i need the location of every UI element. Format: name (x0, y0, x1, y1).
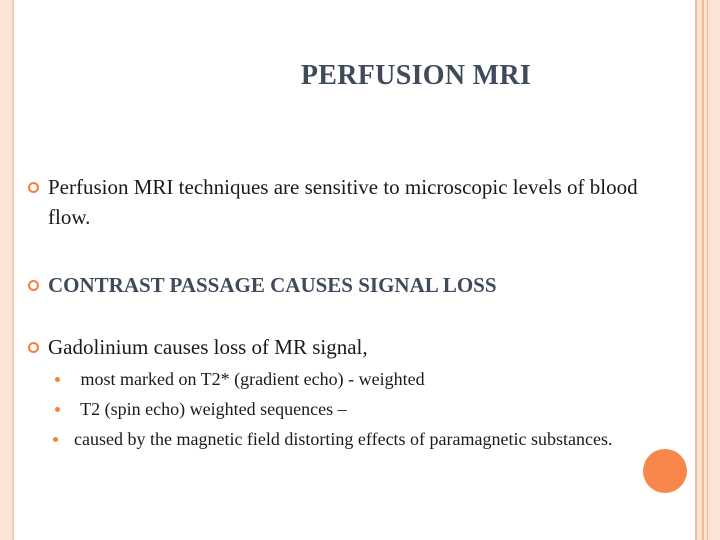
bullet-item (28, 172, 678, 232)
bullet-item (28, 332, 678, 362)
sub-bullet-text: caused by the magnetic field distorting effects of paramagnetic substances. (74, 429, 613, 449)
bullet-text: CONTRAST PASSAGE CAUSES SIGNAL LOSS (48, 273, 497, 297)
sub-bullet-list (28, 366, 678, 452)
bullet-text: Gadolinium causes loss of MR signal, (48, 335, 368, 359)
bullet-text: Perfusion MRI techniques are sensitive to microscopic levels of blood flow. (48, 175, 638, 229)
dot-bullet-icon (55, 377, 60, 382)
sub-bullet-item (28, 366, 678, 392)
sub-bullet-item (28, 396, 678, 422)
slide-title: PERFUSION MRI (300, 60, 532, 91)
ring-bullet-icon (28, 342, 39, 353)
dot-bullet-icon (55, 407, 60, 412)
dot-bullet-icon (53, 437, 58, 442)
sub-bullet-item (28, 426, 678, 452)
sub-bullet-text: T2 (spin echo) weighted sequences – (76, 399, 347, 419)
ring-bullet-icon (28, 280, 39, 291)
sub-bullet-text: most marked on T2* (gradient echo) - weighted (76, 369, 425, 389)
bullet-item (28, 270, 678, 300)
decorative-circle (643, 449, 687, 493)
slide-content (28, 172, 678, 452)
ring-bullet-icon (28, 182, 39, 193)
